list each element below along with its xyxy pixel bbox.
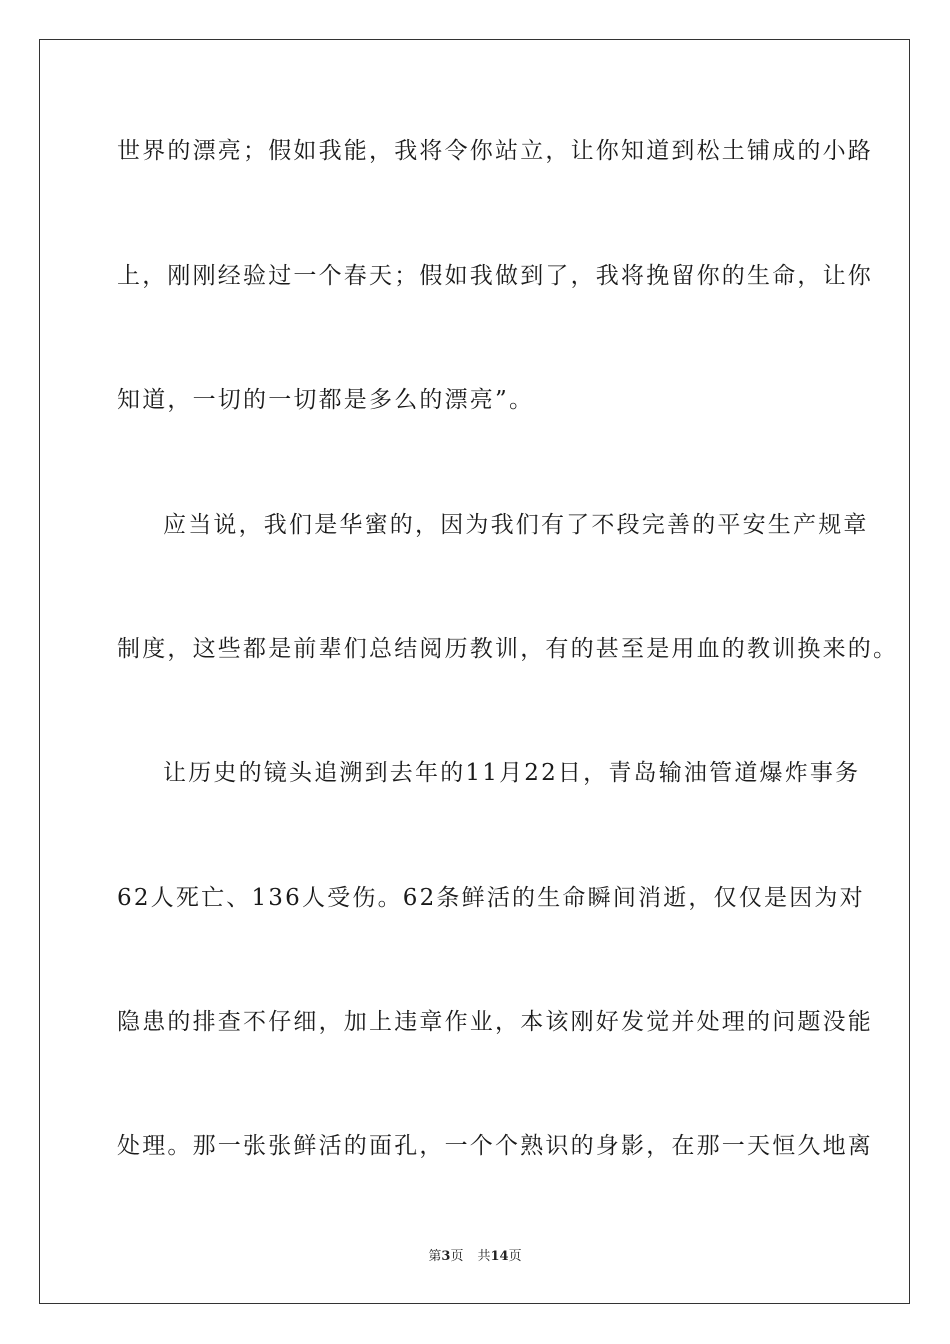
body-line-7: 62人死亡、136人受伤。62条鲜活的生命瞬间消逝，仅仅是因为对	[117, 885, 865, 911]
body-line-4: 应当说，我们是华蜜的，因为我们有了不段完善的平安生产规章	[163, 512, 869, 538]
body-line-5: 制度，这些都是前辈们总结阅历教训，有的甚至是用血的教训换来的。	[117, 636, 899, 662]
footer-page-number: 3	[441, 1249, 451, 1264]
footer-total-pages: 14	[490, 1249, 509, 1264]
body-line-8: 隐患的排查不仔细，加上违章作业，本该刚好发觉并处理的问题没能	[117, 1009, 873, 1035]
footer-page-suffix: 页	[450, 1249, 464, 1264]
body-line-9: 处理。那一张张鲜活的面孔，一个个熟识的身影，在那一天恒久地离	[117, 1133, 873, 1159]
footer-page-prefix: 第	[428, 1249, 442, 1264]
body-line-1: 世界的漂亮；假如我能，我将令你站立，让你知道到松土铺成的小路	[117, 138, 873, 164]
footer-total-suffix: 页	[508, 1249, 522, 1264]
body-line-6: 让历史的镜头追溯到去年的11月22日，青岛输油管道爆炸事务	[163, 760, 861, 786]
page-border	[39, 39, 910, 1304]
body-line-2: 上，刚刚经验过一个春天；假如我做到了，我将挽留你的生命，让你	[117, 263, 873, 289]
footer-total-prefix: 共	[477, 1249, 491, 1264]
page-footer	[0, 1248, 950, 1266]
body-line-3: 知道，一切的一切都是多么的漂亮”。	[117, 387, 535, 413]
